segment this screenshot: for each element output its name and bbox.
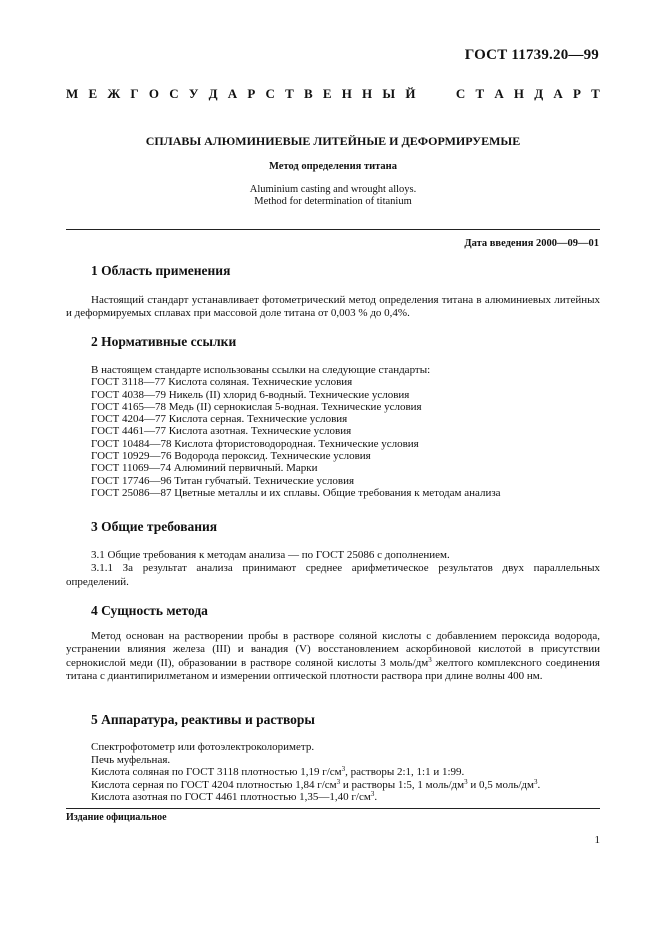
footer-divider: [66, 808, 600, 809]
reference-item: ГОСТ 4165—78 Медь (II) сернокислая 5-водная. Технические условия: [91, 400, 422, 413]
text-run: и 0,5 моль/дм: [467, 778, 534, 791]
banner-letter: Н: [362, 86, 373, 101]
reagent-line: Печь муфельная.: [91, 753, 171, 766]
reference-intro: В настоящем стандарте использованы ссылки на следующие стандарты:: [91, 364, 431, 376]
text-run: желтого комплексного соединения титана с диантипирилметаном и измерении оптической плотности раствора при длине волны 400 нм.: [66, 656, 600, 682]
banner-letter: В: [303, 86, 313, 101]
english-title-line: Method for determination of titanium: [254, 196, 412, 207]
banner-letter: Д: [208, 86, 218, 101]
introduction-date: Дата введения 2000—09—01: [464, 238, 599, 249]
banner-letter: Ж: [107, 86, 121, 101]
reference-item: ГОСТ 11069—74 Алюминий первичный. Марки: [91, 462, 318, 475]
english-title-line: Aluminium casting and wrought alloys.: [249, 184, 417, 195]
reference-item: ГОСТ 10484—78 Кислота фтористоводородная. Технические условия: [91, 437, 419, 450]
banner-word-gap: [426, 86, 446, 102]
banner-letter: Т: [475, 86, 485, 101]
official-edition-label: Издание официальное: [66, 812, 167, 823]
section-heading-scope: 1 Область применения: [91, 263, 231, 278]
superscript: 3: [428, 655, 432, 664]
banner-letter: Ы: [382, 86, 396, 101]
superscript: 3: [464, 777, 468, 786]
text-run: Кислота серная по ГОСТ 4204 плотностью 1,84 г/см: [91, 778, 337, 791]
text-run: Метод основан на растворении пробы в растворе соляной кислоты с добавлением пероксида водорода, устранении влияния железа (III) и ванадия (V) восстановлением аскорбиновой кислотой в присутствии сернокислой меди (II), образовании в растворе соляной кислоты 3 моль/дм: [66, 630, 600, 669]
paragraph: 3.1.1 За результат анализа принимают среднее арифметическое результатов двух параллельных определений.: [66, 562, 600, 588]
banner-letter: Т: [285, 86, 294, 101]
reagent-line: [91, 791, 600, 804]
section-heading-general: 3 Общие требования: [91, 519, 218, 534]
banner-letter: Е: [322, 86, 332, 101]
document-code: ГОСТ 11739.20—99: [464, 47, 599, 63]
section-body-scope: [66, 294, 600, 321]
reference-list: [91, 364, 600, 499]
document-title: СПЛАВЫ АЛЮМИНИЕВЫЕ ЛИТЕЙНЫЕ И ДЕФОРМИРУЕМЫЕ: [145, 134, 521, 148]
document-subtitle: Метод определения титана: [269, 161, 397, 172]
banner-letter: Д: [534, 86, 544, 101]
section-heading-method: 4 Сущность метода: [91, 603, 208, 618]
banner-letter: А: [553, 86, 563, 101]
text-run: Кислота азотная по ГОСТ 4461 плотностью 1,35—1,40 г/см: [91, 791, 371, 804]
reference-item: ГОСТ 4038—79 Никель (II) хлорид 6-водный. Технические условия: [91, 388, 410, 401]
page-number: 1: [594, 834, 600, 846]
paragraph: Настоящий стандарт устанавливает фотометрический метод определения титана в алюминиевых литейных и деформируемых сплавах при массовой доле титана от 0,003 % до 0,4%.: [66, 294, 600, 320]
banner-letter: С: [265, 86, 275, 101]
banner-letter: Н: [513, 86, 525, 101]
superscript: 3: [533, 777, 538, 786]
banner-letter: А: [227, 86, 238, 101]
reference-item: ГОСТ 10929—76 Водорода пероксид. Технические условия: [91, 450, 371, 463]
reagent-line: [91, 766, 600, 779]
section-heading-references: 2 Нормативные ссылки: [91, 334, 237, 349]
text-run: Кислота соляная по ГОСТ 3118 плотностью 1,19 г/см: [91, 766, 342, 779]
banner-letter: Н: [341, 86, 352, 101]
paragraph: 3.1 Общие требования к методам анализа — по ГОСТ 25086 с дополнением.: [91, 549, 450, 561]
superscript: 3: [341, 765, 346, 774]
banner-letter: Е: [88, 86, 98, 101]
reagent-list: [91, 741, 600, 804]
reference-item: ГОСТ 25086—87 Цветные металлы и их сплавы. Общие требования к методам анализа: [91, 486, 501, 499]
header-divider: [66, 229, 600, 230]
reference-item: ГОСТ 4204—77 Кислота серная. Технические условия: [91, 413, 348, 426]
reference-item: ГОСТ 3118—77 Кислота соляная. Технические условия: [91, 376, 353, 389]
superscript: 3: [370, 790, 375, 799]
banner-letter: Г: [130, 86, 139, 101]
section-heading-apparatus: 5 Аппаратура, реактивы и растворы: [91, 712, 315, 727]
section-body-method: [66, 630, 600, 683]
banner-letter: С: [169, 86, 179, 101]
text-run: и растворы 1:5, 1 моль/дм: [340, 778, 465, 791]
reference-item: ГОСТ 4461—77 Кислота азотная. Технические условия: [91, 425, 352, 438]
text-run: .: [537, 778, 541, 791]
reagent-line: Спектрофотометр или фотоэлектроколориметр.: [91, 741, 315, 753]
text-run: .: [374, 791, 378, 804]
banner-letter: Р: [573, 86, 581, 101]
superscript: 3: [336, 777, 341, 786]
banner-letter: У: [188, 86, 199, 101]
reference-item: ГОСТ 17746—96 Титан губчатый. Технические условия: [91, 474, 355, 487]
banner-letter: М: [66, 86, 79, 101]
banner-letter: О: [148, 86, 160, 101]
reagent-line: [91, 779, 600, 792]
banner-letter: Р: [247, 86, 256, 101]
banner-letter: Й: [405, 86, 416, 101]
text-run: , растворы 2:1, 1:1 и 1:99.: [345, 766, 465, 779]
banner-letter: Т: [591, 86, 600, 101]
interstate-standard-banner: [66, 86, 600, 102]
english-title: [66, 184, 600, 208]
banner-letter: С: [455, 86, 466, 101]
section-body-general: [66, 549, 600, 589]
paragraph: [66, 630, 600, 683]
banner-letter: А: [494, 86, 504, 101]
